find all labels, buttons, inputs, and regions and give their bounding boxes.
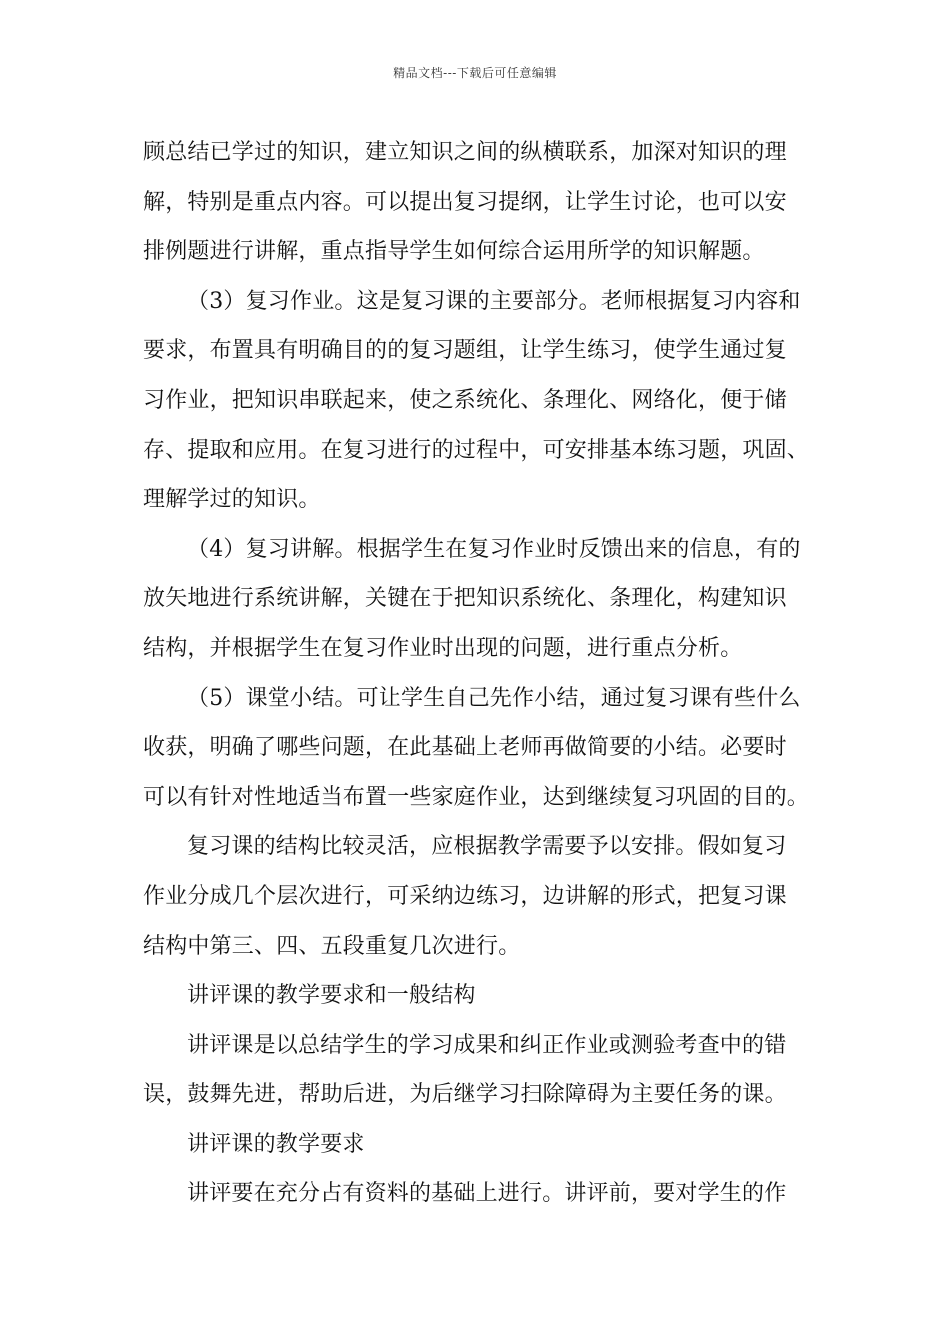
text-line: （5）课堂小结。可让学生自己先作小结，通过复习课有些什么 [187,685,801,711]
text-line: 可以有针对性地适当布置一些家庭作业，达到继续复习巩固的目的。 [143,784,810,810]
text-line: 作业分成几个层次进行，可采纳边练习，边讲解的形式，把复习课 [143,883,787,909]
text-line: （4）复习讲解。根据学生在复习作业时反馈出来的信息，有的 [187,536,801,562]
text-line: 存、提取和应用。在复习进行的过程中，可安排基本练习题，巩固、 [143,437,810,463]
text-line: 复习课的结构比较灵活，应根据教学需要予以安排。假如复习 [187,834,787,860]
text-line: 解，特别是重点内容。可以提出复习提纲，让学生讨论，也可以安 [143,189,787,215]
text-line: 讲评课是以总结学生的学习成果和纠正作业或测验考查中的错 [187,1032,787,1058]
page-header: 精品文档---下载后可任意编辑 [393,66,557,80]
section-heading: 讲评课的教学要求 [187,1131,365,1157]
text-line: 结构，并根据学生在复习作业时出现的问题，进行重点分析。 [143,635,743,661]
text-line: 放矢地进行系统讲解，关键在于把知识系统化、条理化，构建知识 [143,586,787,612]
text-line: 误，鼓舞先进，帮助后进，为后继学习扫除障碍为主要任务的课。 [143,1082,787,1108]
text-line: 习作业，把知识串联起来，使之系统化、条理化、网络化，便于储 [143,387,787,413]
document-body [143,128,815,1219]
text-line: 结构中第三、四、五段重复几次进行。 [143,933,521,959]
text-line: 讲评要在充分占有资料的基础上进行。讲评前，要对学生的作 [187,1181,787,1207]
text-line: 收获，明确了哪些问题，在此基础上老师再做简要的小结。必要时 [143,735,787,761]
text-line: 要求，布置具有明确目的的复习题组，让学生练习，使学生通过复 [143,338,787,364]
section-heading: 讲评课的教学要求和一般结构 [187,983,476,1009]
text-line: 排例题进行讲解，重点指导学生如何综合运用所学的知识解题。 [143,239,765,265]
text-line: 理解学过的知识。 [143,487,321,513]
text-line: （3）复习作业。这是复习课的主要部分。老师根据复习内容和 [187,288,801,314]
text-line: 顾总结已学过的知识，建立知识之间的纵横联系，加深对知识的理 [143,140,787,165]
